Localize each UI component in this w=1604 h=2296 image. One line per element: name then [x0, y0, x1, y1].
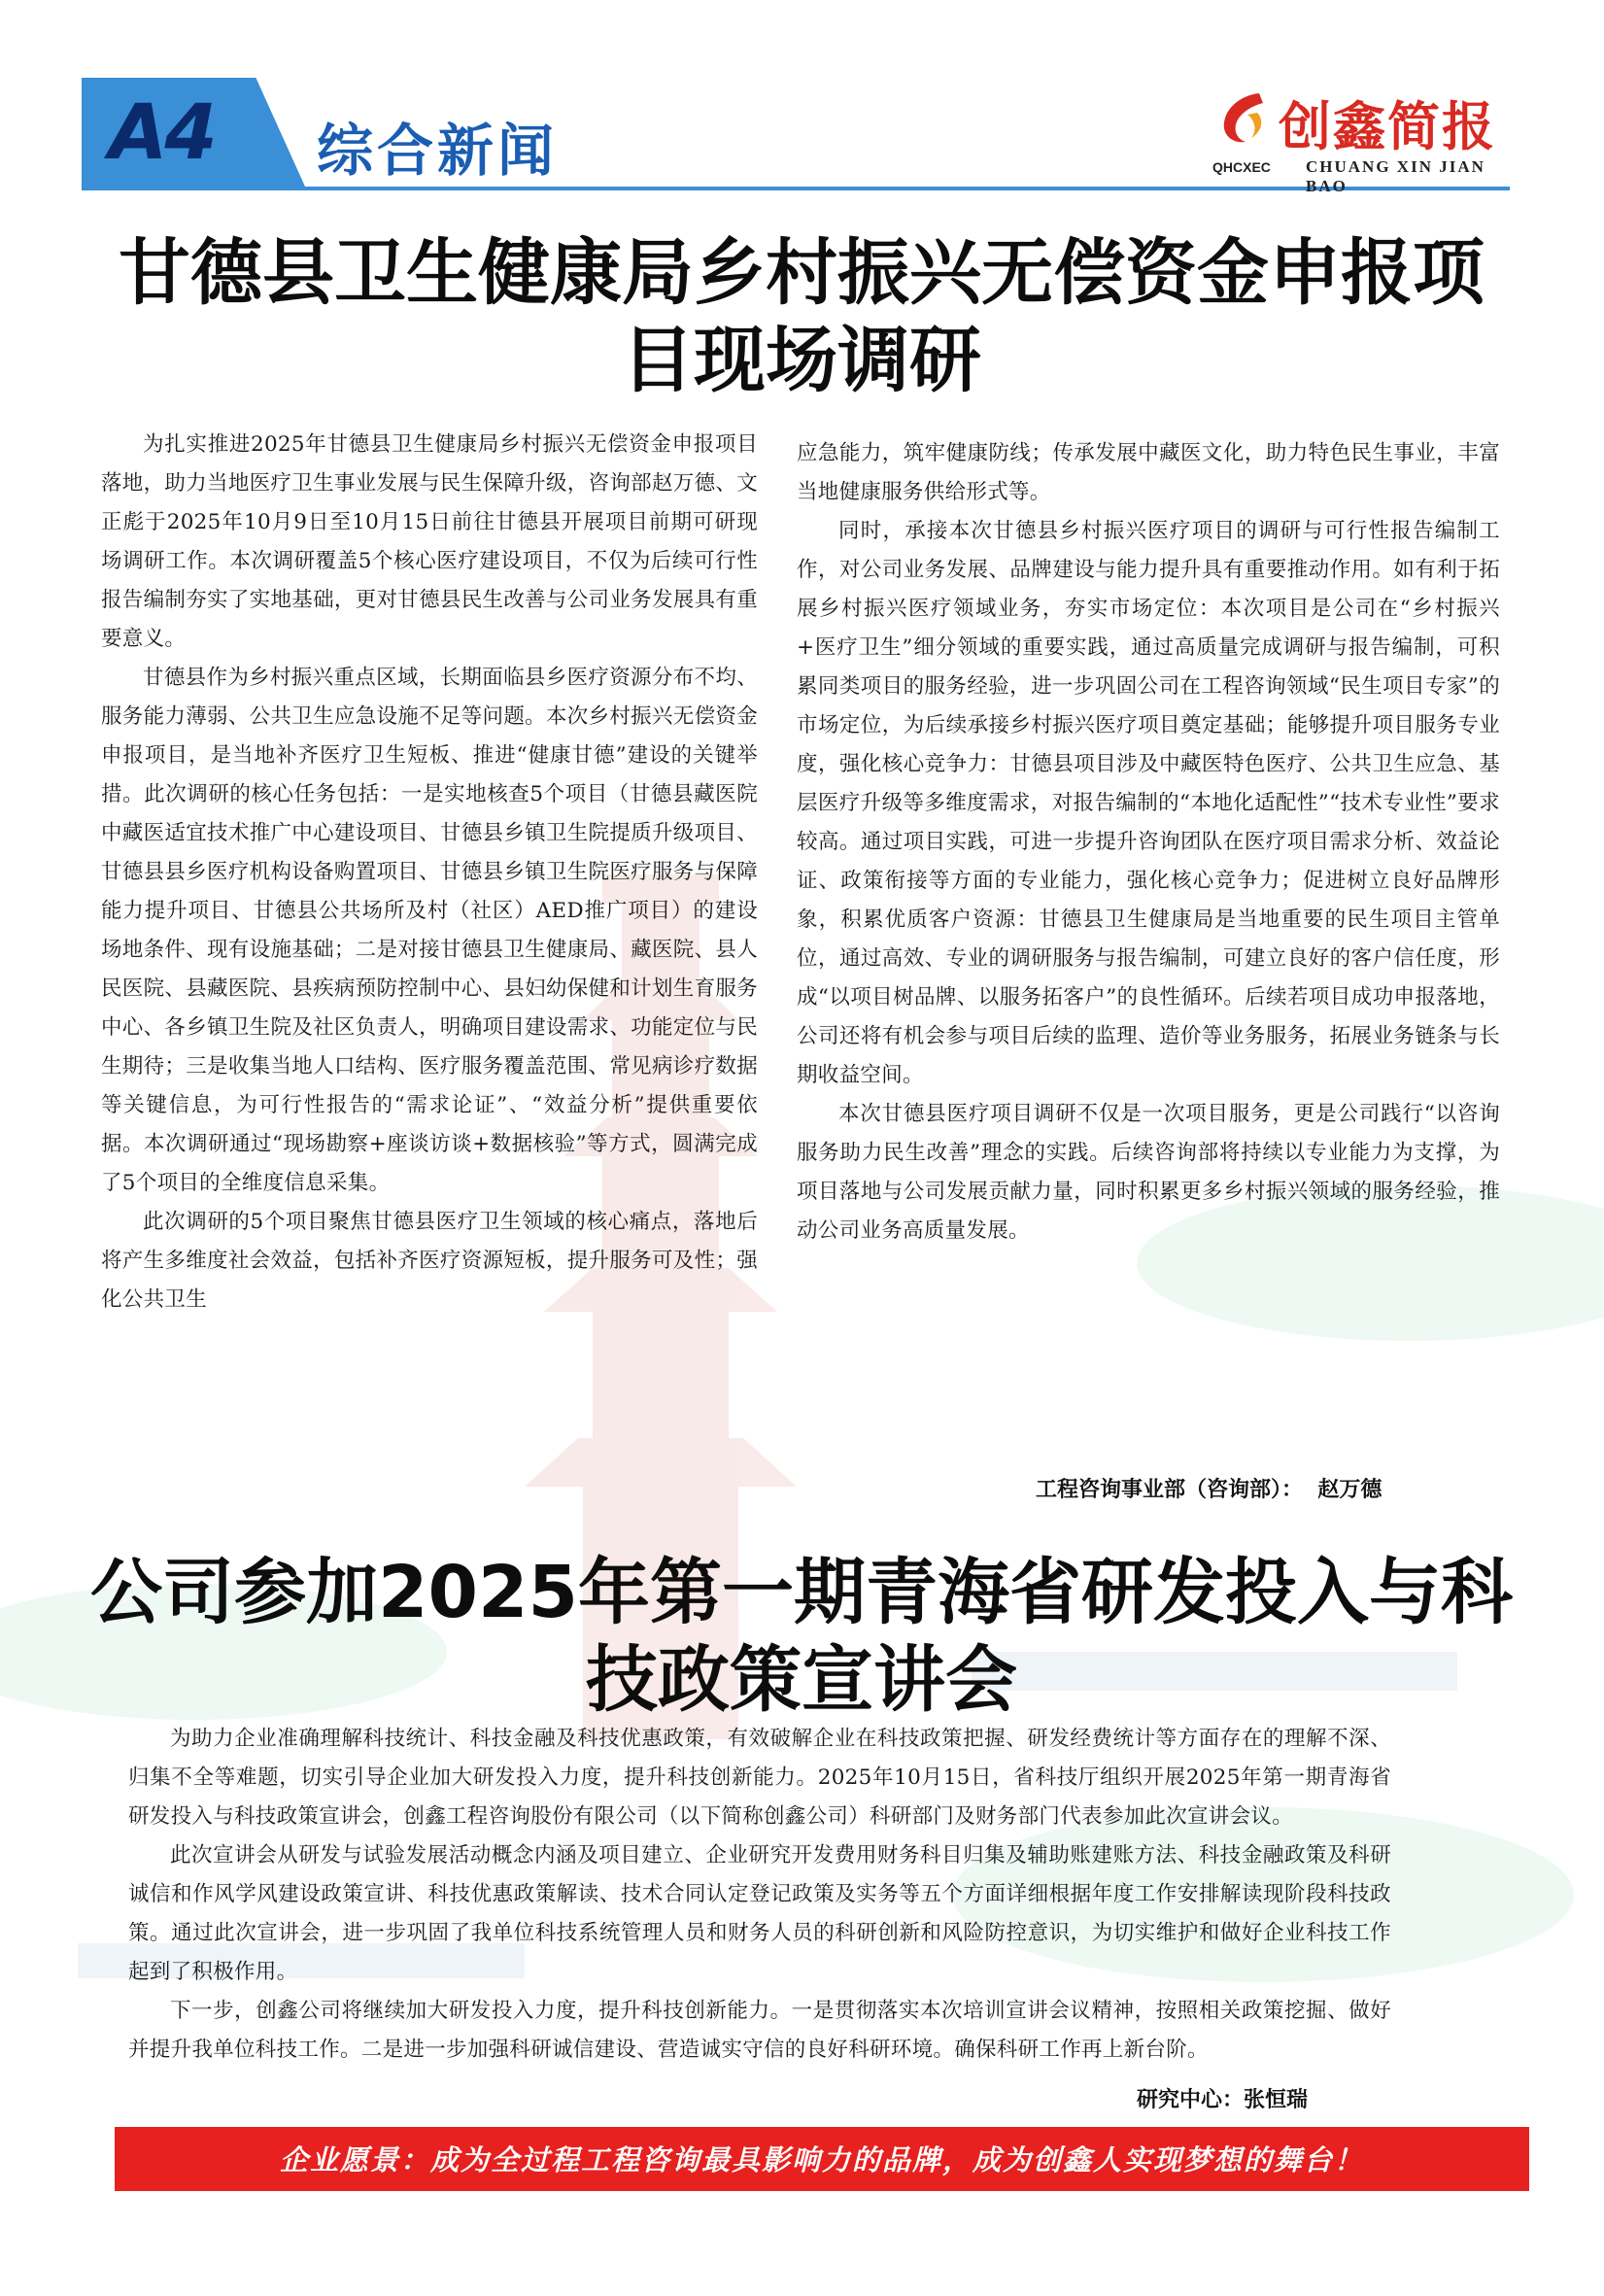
- article-1-paragraph: 此次调研的5个项目聚焦甘德县医疗卫生领域的核心痛点，落地后将产生多维度社会效益，包括补齐医疗资源短板，提升服务可及性；强化公共卫生: [101, 1210, 758, 1312]
- logo-english-name: CHUANG XIN JIAN BAO: [1306, 157, 1485, 195]
- article-1-paragraph: 为扎实推进2025年甘德县卫生健康局乡村振兴无偿资金申报项目落地，助力当地医疗卫生事业发展与民生保障升级，咨询部赵万德、文正彪于2025年10月9日至10月15日前往甘德县开展项目前期可研现场调研工作。本次调研覆盖5个核心医疗建设项目，不仅为后续可行性报告编制夯实了实地基础，更对甘德县民生改善与公司业务发展具有重要意义。: [101, 432, 758, 651]
- newsletter-logo: [1212, 82, 1523, 195]
- article-1-paragraph: 同时，承接本次甘德县乡村振兴医疗项目的调研与可行性报告编制工作，对公司业务发展、品牌建设与能力提升具有重要推动作用。如有利于拓展乡村振兴医疗领域业务，夯实市场定位：本次项目是公司在“乡村振兴+医疗卫生”细分领域的重要实践，通过高质量完成调研与报告编制，可积累同类项目的服务经验，进一步巩固公司在工程咨询领域“民生项目专家”的市场定位，为后续承接乡村振兴医疗项目奠定基础；能够提升项目服务专业度，强化核心竞争力：甘德县项目涉及中藏医特色医疗、公共卫生应急、基层医疗升级等多维度需求，对报告编制的“本地化适配性”“技术专业性”要求较高。通过项目实践，可进一步提升咨询团队在医疗项目需求分析、效益论证、政策衔接等方面的专业能力，强化核心竞争力；促进树立良好品牌形象，积累优质客户资源：甘德县卫生健康局是当地重要的民生项目主管单位，通过高效、专业的调研服务与报告编制，可建立良好的客户信任度，形成“以项目树品牌、以服务拓客户”的良性循环。后续若项目成功申报落地，公司还将有机会参与项目后续的监理、造价等业务服务，拓展业务链条与长期收益空间。: [797, 519, 1500, 1087]
- article-1-paragraph: 应急能力，筑牢健康防线；传承发展中藏医文化，助力特色民生事业，丰富当地健康服务供给形式等。: [797, 441, 1500, 504]
- section-title: 综合新闻: [317, 118, 559, 184]
- article-2-byline: 研究中心：张恒瑞: [1137, 2088, 1309, 2112]
- page-header: [0, 0, 1604, 194]
- page-number: A4: [109, 89, 215, 177]
- article-1-headline: 甘德县卫生健康局乡村振兴无偿资金申报项目现场调研: [119, 231, 1485, 403]
- article-1-left-column: [101, 426, 758, 1319]
- article-1-paragraph: 本次甘德县医疗项目调研不仅是一次项目服务，更是公司践行“以咨询服务助力民生改善”理念的实践。后续咨询部将持续以专业能力为支撑，为项目落地与公司发展贡献力量，同时积累更多乡村振兴领域的服务经验，推动公司业务高质量发展。: [797, 1102, 1500, 1243]
- article-1-byline: 工程咨询事业部（咨询部）： 赵万德: [1036, 1478, 1382, 1502]
- logo-name: 创鑫简报: [1279, 95, 1496, 157]
- article-1-right-column: [797, 434, 1500, 1251]
- article-2-body: [128, 1720, 1391, 2070]
- logo-code: QHCXEC: [1212, 159, 1271, 175]
- article-1-paragraph: 甘德县作为乡村振兴重点区域，长期面临县乡医疗资源分布不均、服务能力薄弱、公共卫生应急设施不足等问题。本次乡村振兴无偿资金申报项目，是当地补齐医疗卫生短板、推进“健康甘德”建设的关键举措。此次调研的核心任务包括：一是实地核查5个项目（甘德县藏医院中藏医适宜技术推广中心建设项目、甘德县乡镇卫生院提质升级项目、甘德县县乡医疗机构设备购置项目、甘德县乡镇卫生院医疗服务与保障能力提升项目、甘德县公共场所及村（社区）AED推广项目）的建设场地条件、现有设施基础；二是对接甘德县卫生健康局、藏医院、县人民医院、县藏医院、县疾病预防控制中心、县妇幼保健和计划生育服务中心、各乡镇卫生院及社区负责人，明确项目建设需求、功能定位与民生期待；三是收集当地人口结构、医疗服务覆盖范围、常见病诊疗数据等关键信息，为可行性报告的“需求论证”、“效益分析”提供重要依据。本次调研通过“现场勘察+座谈访谈+数据核验”等方式，圆满完成了5个项目的全维度信息采集。: [101, 666, 758, 1195]
- logo-swirl-icon: [1212, 86, 1277, 150]
- article-2-paragraph: 此次宣讲会从研发与试验发展活动概念内涵及项目建立、企业研究开发费用财务科目归集及辅助账建账方法、科技金融政策及科研诚信和作风学风建设政策宣讲、科技优惠政策解读、技术合同认定登记政策及实务等五个方面详细根据年度工作安排解读现阶段科技政策。通过此次宣讲会，进一步巩固了我单位科技系统管理人员和财务人员的科研创新和风险防控意识，为切实维护和做好企业科技工作起到了积极作用。: [128, 1843, 1391, 1984]
- footer-slogan-banner: [115, 2127, 1529, 2191]
- footer-slogan: 企业愿景：成为全过程工程咨询最具影响力的品牌，成为创鑫人实现梦想的舞台！: [279, 2143, 1364, 2176]
- article-2-headline: 公司参加2025年第一期青海省研发投入与科技政策宣讲会: [90, 1551, 1513, 1723]
- article-2-paragraph: 为助力企业准确理解科技统计、科技金融及科技优惠政策，有效破解企业在科技政策把握、研发经费统计等方面存在的理解不深、归集不全等难题，切实引导企业加大研发投入力度，提升科技创新能力。2025年10月15日，省科技厅组织开展2025年第一期青海省研发投入与科技政策宣讲会，创鑫工程咨询股份有限公司（以下简称创鑫公司）科研部门及财务部门代表参加此次宣讲会议。: [128, 1727, 1391, 1829]
- article-2-paragraph: 下一步，创鑫公司将继续加大研发投入力度，提升科技创新能力。一是贯彻落实本次培训宣讲会议精神，按照相关政策挖掘、做好并提升我单位科技工作。二是进一步加强科研诚信建设、营造诚实守信的良好科研环境。确保科研工作再上新台阶。: [128, 1999, 1391, 2062]
